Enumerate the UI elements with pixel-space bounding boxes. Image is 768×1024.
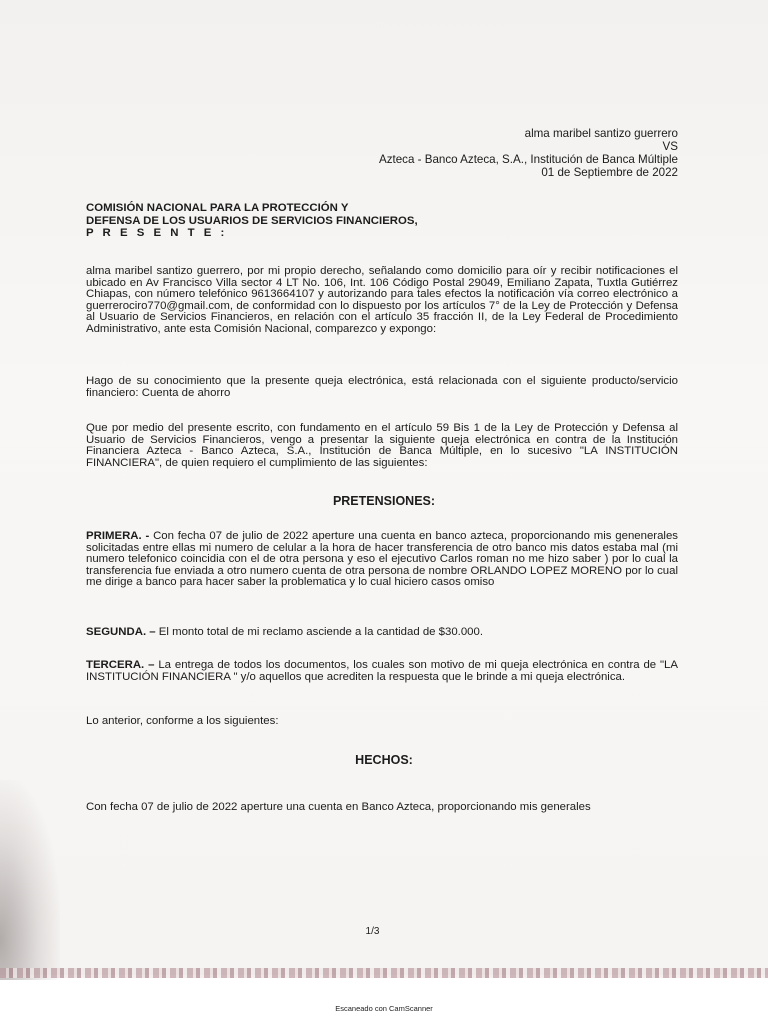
- page-edge: [0, 968, 768, 978]
- scan-shadow: [0, 780, 60, 980]
- basis-paragraph: Que por medio del presente escrito, con fundamento en el artículo 59 Bis 1 de la Ley de Protección y Defensa al Usuario de Servicios Financieros, vengo a presentar la siguiente queja electrónica en contra de la Institución Financiera Azteca - Banco Azteca, S.A., Institución de Banca Múltiple, en lo sucesivo "LA INSTITUCIÓN FINANCIERA", de quien requiero el cumplimiento de las siguientes:: [86, 422, 678, 469]
- segunda-label: SEGUNDA. –: [86, 626, 156, 638]
- hechos-paragraph: Con fecha 07 de julio de 2022 aperture una cuenta en Banco Azteca, proporcionando mis generales: [86, 801, 591, 813]
- primera-paragraph: [86, 531, 678, 589]
- complainant-name: alma maribel santizo guerrero: [524, 127, 678, 140]
- document-header: [379, 127, 678, 179]
- versus-label: VS: [662, 140, 678, 153]
- addressee-block: [86, 202, 418, 240]
- primera-text: Con fecha 07 de julio de 2022 aperture una cuenta en banco azteca, proporcionando mis genenerales solicitadas entre ellas mi numero de celular a la hora de hacer transferencia de otro banco mis datos estaba mal (mi numero telefonico coincidia con el de otra persona y eso el ejecutivo Carlos roman no me hizo saber ) por lo cual la transferencia fue enviada a otro numero cuenta de otra persona de nombre ORLANDO LOPEZ MORENO por lo cual me dirige a banco para hacer saber la problematica y lo cual hiciero casos omiso: [86, 530, 678, 589]
- product-paragraph: Hago de su conocimiento que la presente queja electrónica, está relacionada con el siguiente producto/servicio financiero: Cuenta de ahorro: [86, 375, 678, 399]
- primera-label: PRIMERA. -: [86, 530, 150, 542]
- page-number: 1/3: [365, 926, 380, 937]
- segunda-text: El monto total de mi reclamo asciende a la cantidad de $30.000.: [155, 626, 483, 638]
- pretensiones-heading: PRETENSIONES:: [332, 494, 436, 508]
- anterior-paragraph: Lo anterior, conforme a los siguientes:: [86, 715, 279, 727]
- segunda-paragraph: [86, 627, 678, 639]
- tercera-paragraph: [86, 660, 678, 683]
- document-date: 01 de Septiembre de 2022: [541, 166, 678, 179]
- addressee-presente: P R E S E N T E :: [86, 227, 228, 239]
- hechos-heading: HECHOS:: [355, 753, 413, 767]
- addressee-line-1: COMISIÓN NACIONAL PARA LA PROTECCIÓN Y: [86, 202, 349, 214]
- tercera-label: TERCERA. –: [86, 659, 155, 671]
- tercera-text: La entrega de todos los documentos, los cuales son motivo de mi queja electrónica en contra de "LA INSTITUCIÓN FINANCIERA " y/o aquellos que acrediten la respuesta que le brinde a mi queja electrónica.: [86, 659, 678, 683]
- addressee-line-2: DEFENSA DE LOS USUARIOS DE SERVICIOS FINANCIEROS,: [86, 214, 418, 227]
- scanner-watermark: Escaneado con CamScanner: [335, 1004, 433, 1013]
- intro-paragraph: alma maribel santizo guerrero, por mi propio derecho, señalando como domicilio para oír y recibir notificaciones el ubicado en Av Francisco Villa sector 4 LT No. 106, Int. 106 Código Postal 29049, Emiliano Zapata, Tuxtla Gutiérrez Chiapas, con número telefónico 9613664107 y autorizando para tales efectos la notificación vía correo electrónico a guerrerociro770@gmail.com, de conformidad con lo dispuesto por los artículos 7° de la Ley de Protección y Defensa al Usuario de Servicios Financieros, en relación con el artículo 35 fracción II, de la Ley Federal de Procedimiento Administrativo, ante esta Comisión Nacional, comparezco y expongo:: [86, 265, 678, 335]
- respondent-institution: Azteca - Banco Azteca, S.A., Institución de Banca Múltiple: [378, 153, 678, 166]
